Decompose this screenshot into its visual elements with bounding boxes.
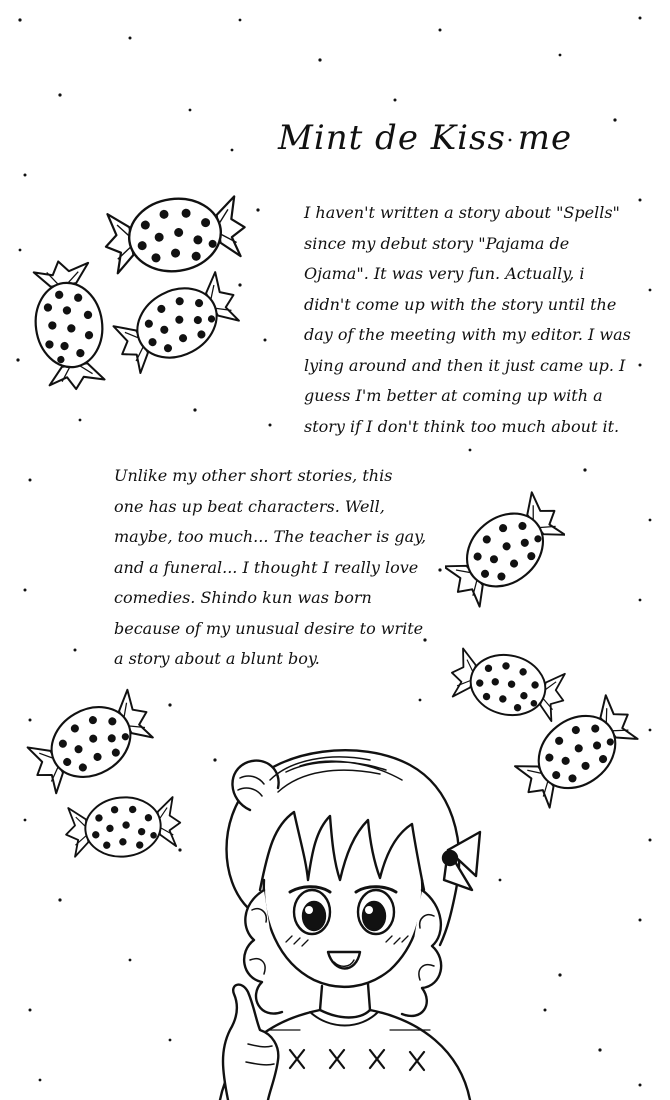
text-line: because of my unusual desire to write <box>114 618 424 638</box>
text-line: maybe, too much... The teacher is gay, <box>114 527 427 546</box>
text-line: story if I don't think too much about it. <box>304 416 620 436</box>
text-line: guess I'm better at coming up with a <box>304 386 603 405</box>
text-line: comedies. Shindo kun was born <box>114 588 372 607</box>
text-line: a story about a blunt boy. <box>114 649 320 668</box>
text-line: since my debut story "Pajama de <box>304 233 570 253</box>
polka-dot-candy-icon <box>58 785 188 870</box>
text-line: didn't come up with the story until the <box>304 294 617 314</box>
text-line: lying around and then it just came up. I <box>304 355 626 375</box>
polka-dot-candy-icon <box>14 255 124 395</box>
polka-dot-candy-icon <box>26 685 156 800</box>
polka-dot-candy-icon <box>512 690 642 815</box>
text-line: one has up beat characters. Well, <box>114 496 385 516</box>
note-paragraph-1 <box>304 198 631 442</box>
polka-dot-candy-icon <box>445 485 565 615</box>
text-line: Unlike my other short stories, this <box>114 466 393 485</box>
text-line: day of the meeting with my editor. I was <box>304 325 631 344</box>
text-line: I haven't written a story about "Spells" <box>304 203 620 222</box>
note-paragraph-2 <box>114 461 426 675</box>
text-line: and a funeral... I thought I really love <box>114 557 419 577</box>
smiling-girl-pointing-icon <box>190 730 490 1100</box>
text-line: Ojama". It was very fun. Actually, i <box>304 264 585 283</box>
polka-dot-candy-icon <box>112 268 242 378</box>
page-title: Mint de Kiss me <box>278 118 573 158</box>
